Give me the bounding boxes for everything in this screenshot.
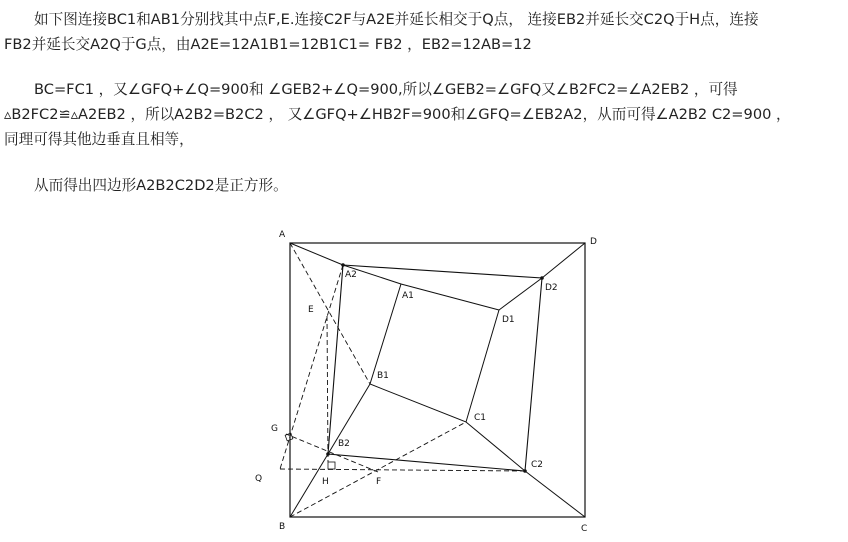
label-b1: B1 <box>377 371 389 381</box>
label-c: C <box>581 524 588 534</box>
label-b: B <box>279 522 286 532</box>
segment-a-b1 <box>290 243 370 384</box>
right-angle-h <box>328 462 335 469</box>
segment-e-h <box>327 316 328 462</box>
segment-c2-q <box>280 469 525 471</box>
point-a2 <box>341 263 345 267</box>
segment-a-a2 <box>290 243 343 265</box>
paragraph-2-line-3: 同理可得其他边垂直且相等， <box>4 131 194 148</box>
paragraph-1-line-2: FB2并延长交A2Q于G点，由A2E=12A1B1=12B1C1= FB2 ，EB2=12AB=12 <box>4 36 532 53</box>
paragraph-3 <box>4 173 846 198</box>
paragraph-2 <box>4 77 846 152</box>
label-a: A <box>279 230 286 240</box>
label-h: H <box>322 477 329 487</box>
paragraph-1 <box>4 7 846 57</box>
point-b2 <box>326 452 330 456</box>
paragraph-1-line-1: 如下图连接BC1和AB1分别找其中点F,E.连接C2F与A2E并延长相交于Q点， 连接EB2并延长交C2Q于H点，连接 <box>34 11 759 28</box>
label-d: D <box>590 237 597 247</box>
label-g: G <box>271 424 278 434</box>
segment-f-g <box>286 434 378 472</box>
point-c2 <box>523 469 527 473</box>
label-b2: B2 <box>338 439 350 449</box>
segment-c2-c1 <box>466 422 525 471</box>
label-f: F <box>376 477 382 487</box>
label-c2: C2 <box>531 460 544 470</box>
label-c1: C1 <box>474 413 487 423</box>
label-d1: D1 <box>502 315 515 325</box>
geometry-figure <box>248 222 608 542</box>
segment-d2-d1 <box>499 278 542 310</box>
paragraph-2-line-1: BC=FC1 ，又∠GFQ+∠Q=900和 ∠GEB2+∠Q=900,所以∠GEB2=∠GFQ又∠B2FC2=∠A2EB2 ，可得 <box>34 81 738 98</box>
segment-c-c2 <box>525 471 585 517</box>
label-e: E <box>308 305 314 315</box>
paragraph-2-line-2: ▵B2FC2≌▵A2EB2 ，所以A2B2=B2C2 ， 又∠GFQ+∠HB2F=900和∠GFQ=∠EB2A2，从而可得∠A2B2 C2=900 ， <box>4 106 791 123</box>
geometry-diagram <box>248 222 608 542</box>
label-a2: A2 <box>345 270 357 280</box>
segment-d-d2 <box>542 243 585 278</box>
square-a1b1c1d1 <box>370 284 499 422</box>
label-a1: A1 <box>402 291 414 301</box>
label-q: Q <box>255 474 263 484</box>
point-d2 <box>540 276 544 280</box>
paragraph-3-line-1: 从而得出四边形A2B2C2D2是正方形。 <box>34 177 288 194</box>
square-a2b2c2d2 <box>328 265 542 471</box>
label-d2: D2 <box>545 283 558 293</box>
